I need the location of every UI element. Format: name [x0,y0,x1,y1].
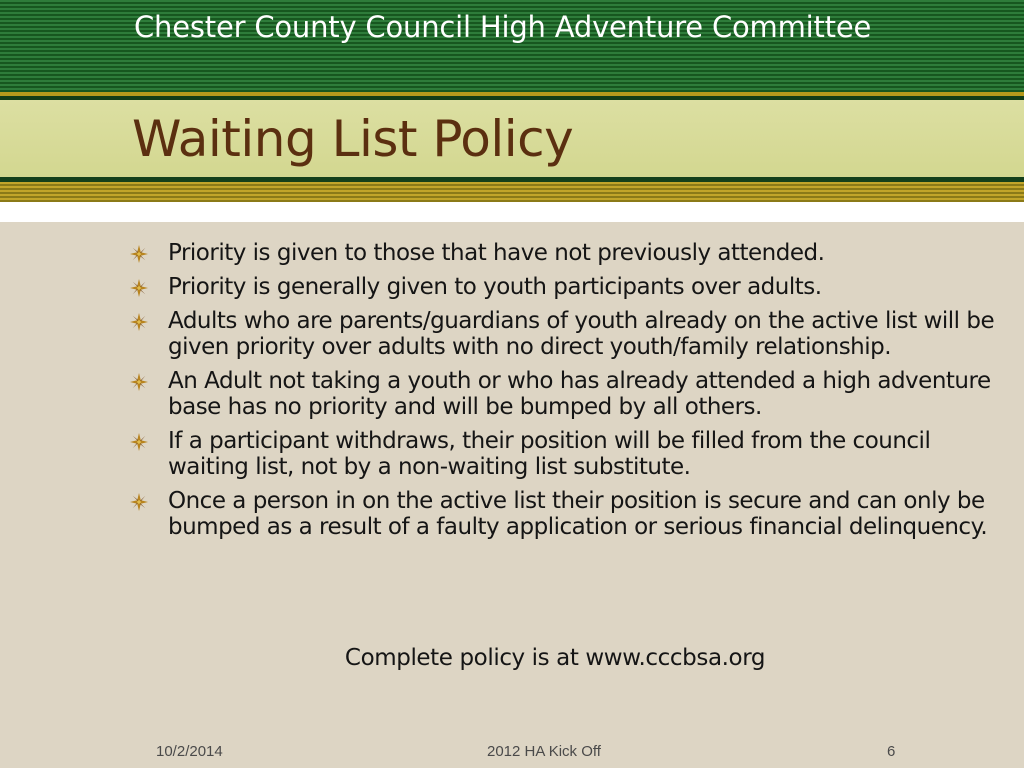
header-title: Chester County Council High Adventure Committee [134,10,872,44]
bullet-list [130,240,1000,548]
footer-date: 10/2/2014 [156,743,223,760]
bullet-text: If a participant withdraws, their position will be filled from the council waiting list, not by a non-waiting list substitute. [168,428,931,480]
bullet-text: Priority is given to those that have not previously attended. [168,240,825,266]
policy-link-note: Complete policy is at www.cccbsa.org [344,645,766,671]
compass-star-icon [130,245,148,263]
bullet-item [130,308,1000,360]
bullet-text: Priority is generally given to youth participants over adults. [168,274,822,300]
bullet-text: Adults who are parents/guardians of youth already on the active list will be given priority over adults with no direct youth/family relationship. [168,308,995,360]
compass-star-icon [130,313,148,331]
title-divider-stripes [0,182,1024,202]
bullet-text: An Adult not taking a youth or who has already attended a high adventure base has no priority and will be bumped by all others. [168,368,991,420]
bullet-item [130,488,1000,540]
footer-title: 2012 HA Kick Off [487,743,601,760]
compass-star-icon [130,433,148,451]
bullet-text: Once a person in on the active list their position is secure and can only be bumped as a result of a faulty application or serious financial delinquency. [168,488,988,540]
compass-star-icon [130,373,148,391]
bullet-item [130,274,1000,300]
bullet-item [130,240,1000,266]
compass-star-icon [130,493,148,511]
bullet-item [130,428,1000,480]
slide-title: Waiting List Policy [132,110,574,168]
title-divider-white [0,202,1024,222]
bullet-item [130,368,1000,420]
compass-star-icon [130,279,148,297]
footer-page-number: 6 [887,743,896,760]
